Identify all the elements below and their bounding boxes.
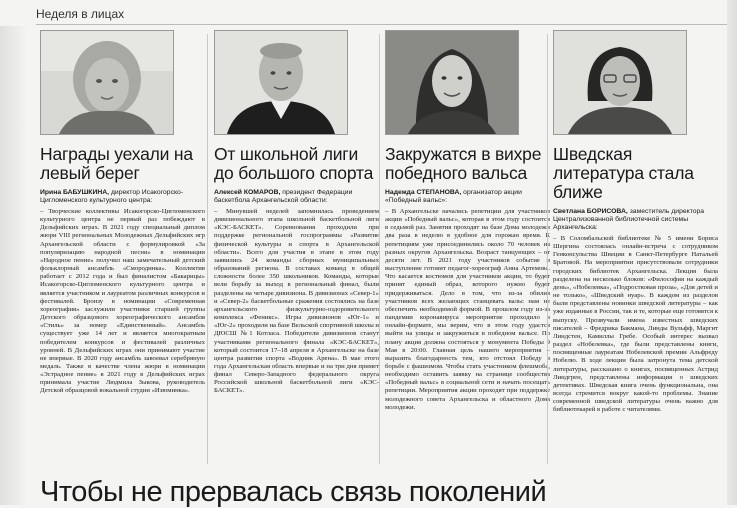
- page-gutter-shadow: [0, 0, 28, 505]
- article-1-photo: [40, 30, 174, 135]
- header-rule: [36, 24, 729, 25]
- bottom-headline: Чтобы не прервалась связь поколений: [40, 476, 547, 508]
- article-3-body: – В Архангельске начались репетиции для участников акции «Победный вальс», которая в этом году состоится в седьмой раз. Занятия проходят на базе Дома молодежи два раза в неделю в удобное для горожан время. К репетициям уже присоединились около 70 человек из разных округов Архангельска. Возраст танцующих – от десяти лет. В 2021 году участников событие и выступление готовит педагог-хореограф Анна Артемова. Что касается костюмов для участников акции, то будет принят единый образ, которого нужно будет придерживаться. Дело в том, что из-за обилия участников всех желающих станцевать вальс нам не обеспечить необходимой формой. В прошлом году из-за пандемии коронавируса мероприятие проходило в онлайн-формате, мы верим, что в этом году удастся выйти на улицы и закружиться в победном вальсе. По плану акция должна состояться у монумента Победы 9 Мая в 20:00. Главная цель нашего мероприятия – выразить благодарность тем, кто отстоял Победу в борьбе с фашизмом. Чтобы стать участником флешмоба, необходимо оставить заявку на странице сообщества «Победный вальс» в социальной сети и начать посещать репетиции. Мероприятия акции проходят при поддержке молодежного совета Архангельска и областного Дома молодежи.: [385, 208, 550, 411]
- article-3-headline: Закружатся в вихре победного вальса: [385, 144, 542, 183]
- section-header: [0, 0, 737, 26]
- column-divider: [207, 34, 208, 464]
- article-4-author: Светлана БОРИСОВА,: [553, 208, 628, 215]
- article-1-role: директор Исакогорско-Цигломенского культурного центра:: [40, 189, 184, 204]
- article-2-byline: [214, 189, 379, 205]
- article-2-headline: От школьной лиги до большого спорта: [214, 144, 374, 183]
- article-2: [214, 30, 379, 470]
- column-divider: [547, 34, 548, 464]
- article-2-role: президент Федерации баскетбола Архангельской области:: [214, 189, 353, 204]
- article-1-byline: [40, 189, 205, 205]
- article-3-photo: [385, 30, 519, 135]
- section-title: Неделя в лицах: [36, 7, 125, 21]
- article-4-role: заместитель директора Централизованной библиотечной системы Архангельска:: [553, 208, 705, 231]
- article-4: [553, 30, 718, 470]
- article-3: [385, 30, 550, 470]
- article-1: [40, 30, 205, 470]
- article-2-photo: [214, 30, 348, 135]
- article-4-byline: [553, 208, 718, 232]
- column-divider: [379, 34, 380, 464]
- article-3-byline: [385, 189, 550, 205]
- article-1-author: Ирина БАБУШКИНА,: [40, 189, 110, 196]
- article-4-body: – В Соломбальской библиотеке № 5 имени Бориса Шергина состоялась онлайн-встреча с сотрудником Генконсульства Швеции в Санкт-Петербурге Натальей Братовой. На мероприятии присутствовали сотрудники городских библиотек Архангельска. Лекция была разделена на несколько блоков: «Философия на каждый день», «Нобелевка», «Подростковая проза», «Для детей и не только», «Шведский нуар». В каждом из разделов были представлены новинки шведской литературы – как уже изданные в России, так и те, которые еще готовятся к выпуску. Прозвучали имена известных шведских писателей – Фредрика Бакмана, Линды Вульфф, Маргит Линдстен, Камиллы Гребе. Особый интерес вызвал раздел «Нобелевка», где были представлены книги, посвященные лауреатам Нобелевской премии Альфреду Нобелю. В ходе лекции была затронута тема детской литературы, рассказано о книгах, посвященных Астрид Линдгрен, представлены информация о шведских детективах. Шведская книга очень функциональна, она всегда стремится вокруг какой-то проблемы. Знание современной шведской литературы очень важно для библиотекарей в работе с читателями.: [553, 235, 718, 414]
- article-2-body: – Минувшей неделей запомнилась проведением дивизионального этапа школьной баскетбольной лиги «КЭС-БАСКЕТ». Соревнования проходили при поддержке региональной госпрограммы «Развитие физической культуры и спорта в Архангельской области». Всего для участия в этапе в этом году заявились 24 команды сборных муниципальных образований региона. В составах команд в общей сложности более 350 школьников. Команды, которые вели борьбу за выход в региональный финал, были разделены на четыре дивизиона. В дивизионах «Север-1» и «Север-2» баскетбольные сражения состоялись на базе архангельского физкультурно-оздоровительного комплекса «Феникс». Игры дивизионов «Юг-1» и «Юг-2» проходили на базе Вельской спортивной школы и ДЮСШ №1 Котласа. Победители дивизионов станут участниками регионального финала «КЭС-БАСКЕТ», который состоится 17–18 апреля в Архангельске на базе центра развития спорта «Водник Арена». В мае этого года Архангельская область впервые и на три дня примет финал Северо-Западного федерального округа Российской школьной баскетбольной лиги «КЭС-БАСКЕТ».: [214, 208, 379, 395]
- article-1-headline: Награды уехали на левый берег: [40, 144, 193, 183]
- article-4-headline: Шведская литература стала ближе: [553, 144, 694, 202]
- article-4-photo: [553, 30, 687, 135]
- article-2-author: Алексей КОМАРОВ,: [214, 189, 281, 196]
- article-3-author: Надежда СТЕПАНОВА,: [385, 189, 462, 196]
- article-3-role: организатор акции «Победный вальс»:: [385, 189, 522, 204]
- page-edge-shadow: [727, 0, 737, 505]
- article-1-body: – Творческие коллективы Исакогорско-Цигломенского культурного центра не первый раз побеждают в Дельфийских играх. В 2021 году специальный диплом жюри VIII региональных Молодежных Дельфийских игр Архангельской области с формулировкой «За популяризацию народной песни» в номинации «Народное пение» получил наш замечательный детский фольклорный ансамбль «Смородинка». Коллектив работает с 2012 года и был финалистом «Бакарицы» Исакогорско-Цигломенского культурного центра и является участником и лауреатом различных конкурсов и фестивалей. Бронзу в номинации «Современная хореография» заслужили участники старшей группы Детского образцового хореографического ансамбля «Стиль» за номер «Единственный». Ансамбль существует уже 14 лет и является многократным победителем конкурсов и фестивалей различных уровней. В Дельфийских играх они принимают участие не впервые. В 2020 году ансамбль завоевал серебряную медаль. Также в качестве члена жюри в номинации «Эстрадное пение» в 2021 году в Дельфийских играх принимала участие Людмила Зыкова, руководитель Детской образцовой вокальной студии «Изюминка».: [40, 208, 205, 395]
